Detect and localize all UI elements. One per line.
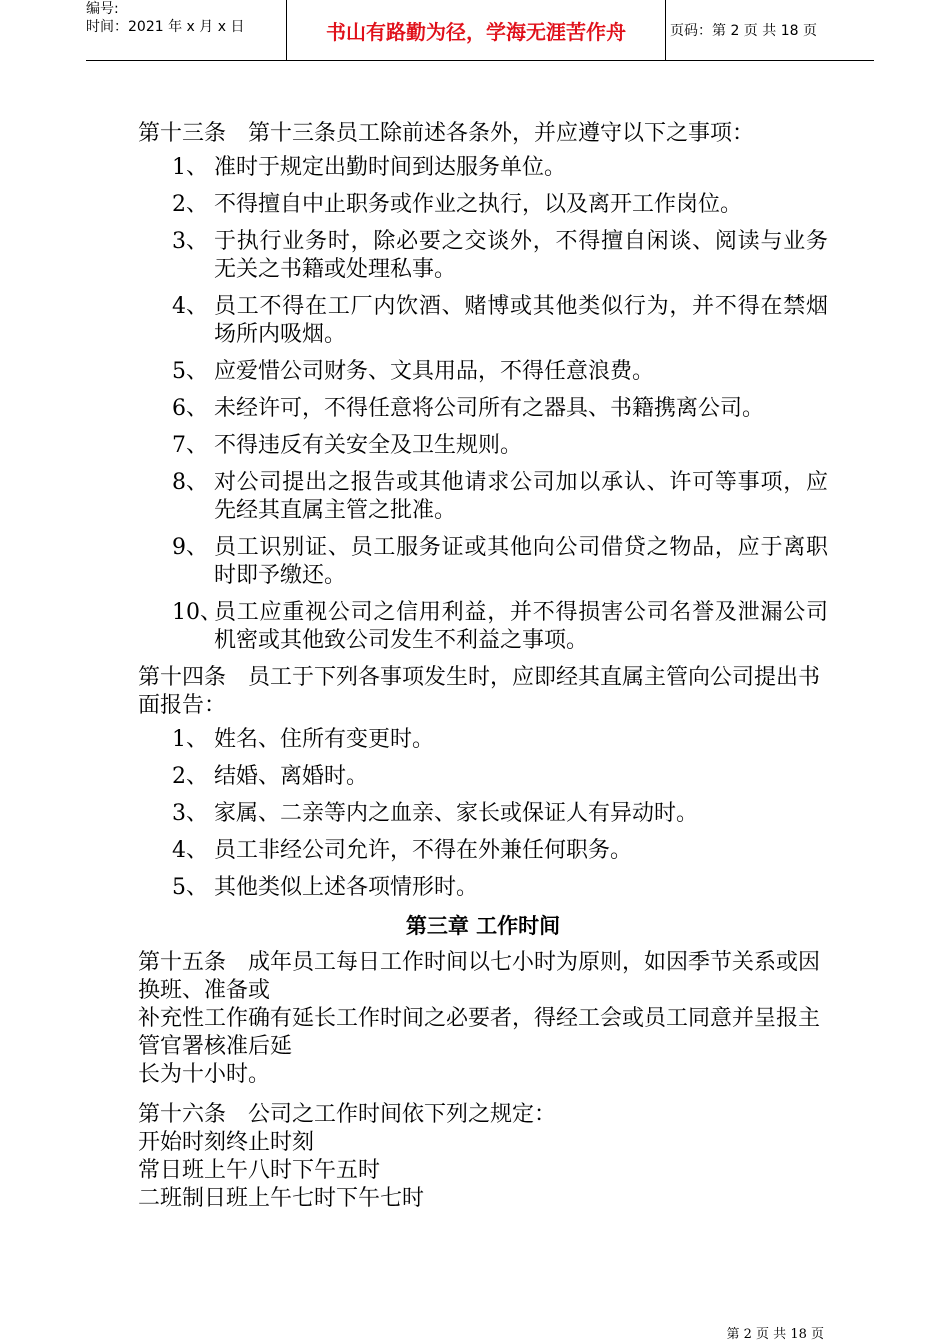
- article-16-line: 开始时刻终止时刻: [138, 1130, 315, 1155]
- item-text: 于执行业务时，除必要之交谈外，不得擅自闲谈、阅读与业务无关之书籍或处理私事。: [214, 229, 828, 282]
- item-text: 员工应重视公司之信用利益，并不得损害公司名誉及泄漏公司机密或其他致公司发生不利益之事项。: [214, 600, 828, 653]
- article-14-list: [138, 726, 828, 902]
- list-item: [138, 763, 828, 791]
- item-number: 9、: [172, 535, 208, 560]
- item-text: 不得违反有关安全及卫生规则。: [214, 433, 523, 458]
- page-header: [86, 0, 874, 61]
- article-15-line: 长为十小时。: [138, 1062, 271, 1087]
- article-15-line: 第十五条 成年员工每日工作时间以七小时为原则，如因季节关系或因换班、准备或: [138, 950, 821, 1003]
- document-body: [138, 120, 828, 1213]
- header-page-label: 页码：第 2 页 共 18 页: [670, 23, 817, 39]
- item-number: 2、: [172, 764, 208, 789]
- item-text: 结婚、离婚时。: [214, 764, 369, 789]
- item-text: 不得擅自中止职务或作业之执行，以及离开工作岗位。: [214, 192, 743, 217]
- article-15: [138, 949, 828, 1089]
- number-label: 编号:: [86, 1, 119, 17]
- list-item: [138, 228, 828, 284]
- article-15-line: 补充性工作确有延长工作时间之必要者，得经工会或员工同意并呈报主管官署核准后延: [138, 1006, 821, 1059]
- item-text: 员工不得在工厂内饮酒、赌博或其他类似行为，并不得在禁烟场所内吸烟。: [214, 294, 828, 347]
- article-13-heading: 第十三条 第十三条员工除前述各条外，并应遵守以下之事项：: [138, 121, 755, 146]
- item-number: 10、: [172, 600, 222, 625]
- item-text: 应爱惜公司财务、文具用品，不得任意浪费。: [214, 359, 655, 384]
- article-16-line: 常日班上午八时下午五时: [138, 1158, 381, 1183]
- item-number: 2、: [172, 192, 208, 217]
- date-label: 时间：2021 年 x 月 x 日: [86, 19, 245, 35]
- item-number: 5、: [172, 359, 208, 384]
- header-motto-cell: [286, 0, 666, 60]
- list-item: [138, 837, 828, 865]
- article-14-heading: 第十四条 员工于下列各事项发生时，应即经其直属主管向公司提出书面报告：: [138, 665, 821, 718]
- list-item: [138, 293, 828, 349]
- list-item: [138, 432, 828, 460]
- list-item: [138, 358, 828, 386]
- article-13-list: [138, 154, 828, 655]
- item-text: 家属、二亲等内之血亲、家长或保证人有异动时。: [214, 801, 699, 826]
- chapter-title: 第三章 工作时间: [405, 914, 561, 938]
- list-item: [138, 469, 828, 525]
- item-text: 姓名、住所有变更时。: [214, 727, 435, 752]
- list-item: [138, 154, 828, 182]
- item-number: 3、: [172, 801, 208, 826]
- item-number: 4、: [172, 838, 208, 863]
- list-item: [138, 191, 828, 219]
- article-16: [138, 1101, 828, 1213]
- item-number: 7、: [172, 433, 208, 458]
- motto: 书山有路勤为径，学海无涯苦作舟: [326, 19, 626, 44]
- item-text: 未经许可，不得任意将公司所有之器具、书籍携离公司。: [214, 396, 765, 421]
- article-16-line: 二班制日班上午七时下午七时: [138, 1186, 425, 1211]
- list-item: [138, 800, 828, 828]
- list-item: [138, 726, 828, 754]
- item-number: 6、: [172, 396, 208, 421]
- article-16-line: 第十六条 公司之工作时间依下列之规定：: [138, 1102, 557, 1127]
- list-item: [138, 599, 828, 655]
- item-number: 1、: [172, 727, 208, 752]
- item-text: 准时于规定出勤时间到达服务单位。: [214, 155, 567, 180]
- list-item: [138, 395, 828, 423]
- list-item: [138, 874, 828, 902]
- item-text: 对公司提出之报告或其他请求公司加以承认、许可等事项，应先经其直属主管之批准。: [214, 470, 828, 523]
- item-text: 其他类似上述各项情形时。: [214, 875, 479, 900]
- header-meta: [86, 0, 286, 60]
- item-number: 1、: [172, 155, 208, 180]
- page-footer: 第 2 页 共 18 页: [726, 1327, 824, 1342]
- item-number: 5、: [172, 875, 208, 900]
- item-text: 员工识别证、员工服务证或其他向公司借贷之物品，应于离职时即予缴还。: [214, 535, 828, 588]
- list-item: [138, 534, 828, 590]
- item-number: 4、: [172, 294, 208, 319]
- item-number: 8、: [172, 470, 208, 495]
- item-text: 员工非经公司允许，不得在外兼任何职务。: [214, 838, 633, 863]
- item-number: 3、: [172, 229, 208, 254]
